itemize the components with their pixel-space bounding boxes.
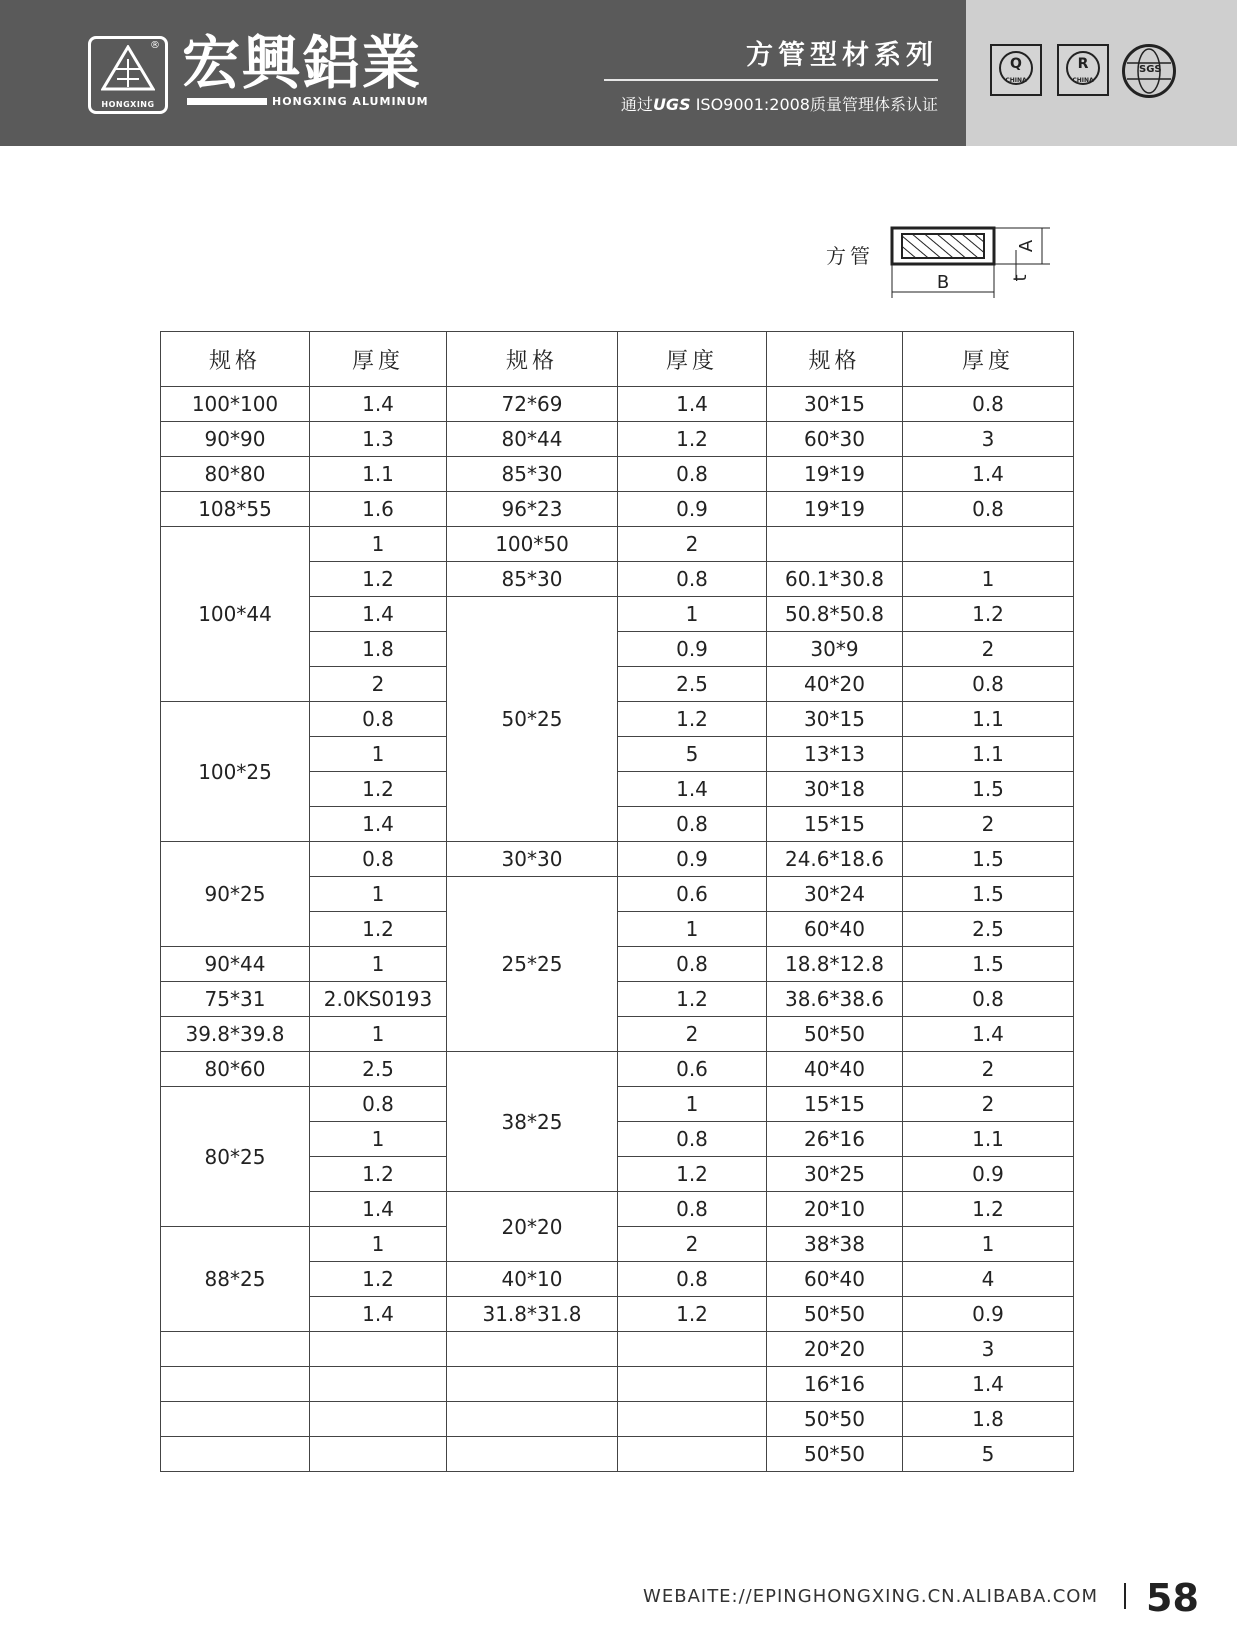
- table-cell: 30*24: [767, 877, 903, 912]
- table-cell: 2: [618, 1227, 767, 1262]
- table-cell: 1.2: [310, 772, 447, 807]
- table-cell: 0.8: [310, 1087, 447, 1122]
- table-cell: 50*50: [767, 1297, 903, 1332]
- header-brand-panel: [0, 0, 966, 146]
- table-row: [161, 1052, 1074, 1087]
- table-cell: 30*18: [767, 772, 903, 807]
- header-thickness-3: 厚度: [903, 332, 1074, 387]
- table-cell: 0.6: [618, 877, 767, 912]
- table-cell: 1.1: [903, 702, 1074, 737]
- table-cell: 1.1: [903, 1122, 1074, 1157]
- table-cell: 108*55: [161, 492, 310, 527]
- table-cell: 1: [903, 562, 1074, 597]
- table-cell: 20*10: [767, 1192, 903, 1227]
- table-cell: 1.2: [618, 1157, 767, 1192]
- table-cell: 1.8: [903, 1402, 1074, 1437]
- table-cell: 80*44: [447, 422, 618, 457]
- table-cell: [310, 1367, 447, 1402]
- table-cell: 0.8: [618, 1262, 767, 1297]
- table-cell: 1: [310, 877, 447, 912]
- table-cell: 60*30: [767, 422, 903, 457]
- table-cell: 50*25: [447, 597, 618, 842]
- dim-a-label: A: [1016, 239, 1037, 253]
- table-row: [161, 842, 1074, 877]
- table-cell: [447, 1437, 618, 1472]
- table-cell: 0.8: [618, 1122, 767, 1157]
- table-cell: 1.5: [903, 842, 1074, 877]
- table-cell: 90*44: [161, 947, 310, 982]
- ugs-mark: UGS: [652, 95, 691, 114]
- header-spec-2: 规格: [447, 332, 618, 387]
- table-cell: 20*20: [767, 1332, 903, 1367]
- table-cell: [447, 1367, 618, 1402]
- table-cell: [161, 1402, 310, 1437]
- header-thickness-2: 厚度: [618, 332, 767, 387]
- table-cell: 1: [618, 597, 767, 632]
- table-cell: 1.2: [618, 702, 767, 737]
- table-cell: 20*20: [447, 1192, 618, 1262]
- table-cell: 1.2: [618, 422, 767, 457]
- header-thickness-1: 厚度: [310, 332, 447, 387]
- table-cell: 38*25: [447, 1052, 618, 1192]
- page-number: 58: [1146, 1576, 1199, 1620]
- table-cell: 100*44: [161, 527, 310, 702]
- table-cell: 85*30: [447, 457, 618, 492]
- table-cell: [161, 1367, 310, 1402]
- table-cell: [447, 1332, 618, 1367]
- table-cell: 1.8: [310, 632, 447, 667]
- table-cell: 80*60: [161, 1052, 310, 1087]
- series-title: 方管型材系列: [746, 40, 938, 71]
- table-cell: 30*15: [767, 387, 903, 422]
- table-cell: [310, 1437, 447, 1472]
- table-cell: 0.8: [310, 842, 447, 877]
- table-cell: 90*90: [161, 422, 310, 457]
- square-tube-diagram: [820, 220, 1060, 300]
- brand-name-en: HONGXING ALUMINUM: [272, 95, 429, 108]
- table-cell: 1.4: [903, 1017, 1074, 1052]
- table-cell: 38*38: [767, 1227, 903, 1262]
- table-cell: 1.1: [903, 737, 1074, 772]
- table-cell: 31.8*31.8: [447, 1297, 618, 1332]
- table-cell: 72*69: [447, 387, 618, 422]
- header-divider: [604, 79, 938, 81]
- brand-name-cn: 宏興鋁業: [182, 29, 423, 97]
- certification-line: [600, 92, 938, 115]
- header-spec-1: 规格: [161, 332, 310, 387]
- table-cell: 0.9: [618, 632, 767, 667]
- table-cell: 0.8: [310, 702, 447, 737]
- table-cell: 50*50: [767, 1437, 903, 1472]
- table-cell: 1.6: [310, 492, 447, 527]
- table-cell: 2: [903, 1087, 1074, 1122]
- table-cell: 1.2: [310, 562, 447, 597]
- table-cell: 30*9: [767, 632, 903, 667]
- table-cell: 50*50: [767, 1017, 903, 1052]
- table-cell: 1: [310, 737, 447, 772]
- table-cell: 1.5: [903, 877, 1074, 912]
- table-cell: 1: [310, 1122, 447, 1157]
- table-cell: 2: [618, 527, 767, 562]
- table-cell: 1.2: [618, 982, 767, 1017]
- badge-q-letter: Q: [999, 51, 1033, 85]
- table-cell: 1.4: [903, 457, 1074, 492]
- table-cell: 1.4: [903, 1367, 1074, 1402]
- table-cell: 2: [903, 807, 1074, 842]
- tube-cross-section-icon: [820, 220, 1060, 300]
- table-cell: 80*25: [161, 1087, 310, 1227]
- dim-b-label: B: [936, 272, 950, 293]
- table-cell: 0.8: [903, 492, 1074, 527]
- table-cell: 5: [618, 737, 767, 772]
- table-cell: 2.5: [310, 1052, 447, 1087]
- table-cell: [161, 1332, 310, 1367]
- table-cell: 1.4: [310, 1297, 447, 1332]
- table-cell: 0.8: [618, 947, 767, 982]
- table-cell: 2: [618, 1017, 767, 1052]
- table-cell: 0.9: [618, 492, 767, 527]
- table-cell: [161, 1437, 310, 1472]
- table-row: [161, 1437, 1074, 1472]
- table-cell: 1.5: [903, 947, 1074, 982]
- table-cell: 0.8: [903, 387, 1074, 422]
- table-row: [161, 422, 1074, 457]
- table-cell: 1.2: [903, 1192, 1074, 1227]
- table-row: [161, 457, 1074, 492]
- table-cell: [310, 1402, 447, 1437]
- table-cell: 0.8: [903, 667, 1074, 702]
- table-cell: 60.1*30.8: [767, 562, 903, 597]
- table-cell: 1.2: [903, 597, 1074, 632]
- table-cell: 50*50: [767, 1402, 903, 1437]
- table-cell: 26*16: [767, 1122, 903, 1157]
- table-row: [161, 947, 1074, 982]
- table-row: [161, 982, 1074, 1017]
- table-cell: 38.6*38.6: [767, 982, 903, 1017]
- table-cell: 15*15: [767, 807, 903, 842]
- table-cell: 0.8: [618, 807, 767, 842]
- table-cell: 100*50: [447, 527, 618, 562]
- table-cell: 0.9: [903, 1157, 1074, 1192]
- table-cell: 1.2: [618, 1297, 767, 1332]
- table-cell: 1.4: [310, 387, 447, 422]
- table-row: [161, 702, 1074, 737]
- table-cell: 1.4: [310, 807, 447, 842]
- table-cell: 30*30: [447, 842, 618, 877]
- table-cell: 0.8: [618, 562, 767, 597]
- table-cell: 30*15: [767, 702, 903, 737]
- table-cell: 1.1: [310, 457, 447, 492]
- logo-mountain-icon: [101, 45, 155, 97]
- table-cell: 1.3: [310, 422, 447, 457]
- table-cell: 1.4: [310, 597, 447, 632]
- table-cell: 2: [310, 667, 447, 702]
- table-cell: 1.4: [310, 1192, 447, 1227]
- logo-text: HONGXING: [101, 100, 155, 109]
- table-row: [161, 387, 1074, 422]
- table-body: [161, 387, 1074, 1472]
- table-cell: 25*25: [447, 877, 618, 1052]
- table-cell: 0.8: [618, 457, 767, 492]
- table-cell: 40*10: [447, 1262, 618, 1297]
- table-cell: 13*13: [767, 737, 903, 772]
- table-cell: 40*40: [767, 1052, 903, 1087]
- table-cell: 100*100: [161, 387, 310, 422]
- table-row: [161, 1402, 1074, 1437]
- table-cell: 19*19: [767, 457, 903, 492]
- table-cell: 2: [903, 632, 1074, 667]
- table-cell: 2: [903, 1052, 1074, 1087]
- table-cell: 50.8*50.8: [767, 597, 903, 632]
- sgs-globe-icon: [1122, 44, 1176, 98]
- table-row: [161, 1087, 1074, 1122]
- table-cell: [618, 1437, 767, 1472]
- footer-divider: [1124, 1583, 1126, 1609]
- table-cell: 1.4: [618, 772, 767, 807]
- table-row: [161, 1332, 1074, 1367]
- table-cell: 1: [310, 1227, 447, 1262]
- table-row: [161, 1367, 1074, 1402]
- table-cell: 1: [310, 947, 447, 982]
- table-cell: [903, 527, 1074, 562]
- table-cell: 85*30: [447, 562, 618, 597]
- table-cell: 4: [903, 1262, 1074, 1297]
- table-row: [161, 1227, 1074, 1262]
- table-cell: 75*31: [161, 982, 310, 1017]
- table-row: [161, 527, 1074, 562]
- table-cell: 1.2: [310, 912, 447, 947]
- table-cell: [618, 1332, 767, 1367]
- table-cell: 2.5: [618, 667, 767, 702]
- brand-bar: [187, 98, 267, 105]
- badge-q-caption: CHINA: [1005, 77, 1027, 84]
- table-cell: 19*19: [767, 492, 903, 527]
- header-spec-3: 规格: [767, 332, 903, 387]
- table-cell: 88*25: [161, 1227, 310, 1332]
- q-china-badge-icon: [990, 44, 1042, 96]
- table-row: [161, 1017, 1074, 1052]
- table-cell: 39.8*39.8: [161, 1017, 310, 1052]
- table-cell: 15*15: [767, 1087, 903, 1122]
- table-cell: 0.9: [618, 842, 767, 877]
- table-cell: 1.5: [903, 772, 1074, 807]
- table-cell: 5: [903, 1437, 1074, 1472]
- table-cell: 40*20: [767, 667, 903, 702]
- table-cell: 3: [903, 1332, 1074, 1367]
- table-cell: 80*80: [161, 457, 310, 492]
- table-cell: 0.8: [618, 1192, 767, 1227]
- table-cell: 0.8: [903, 982, 1074, 1017]
- table-cell: 60*40: [767, 912, 903, 947]
- table-cell: 3: [903, 422, 1074, 457]
- table-cell: 24.6*18.6: [767, 842, 903, 877]
- table-cell: [767, 527, 903, 562]
- table-cell: 1.2: [310, 1157, 447, 1192]
- certification-text: ISO9001:2008质量管理体系认证: [695, 95, 938, 114]
- table-cell: 0.6: [618, 1052, 767, 1087]
- table-cell: 1: [618, 912, 767, 947]
- r-china-badge-icon: [1057, 44, 1109, 96]
- table-cell: 1: [618, 1087, 767, 1122]
- table-cell: [618, 1402, 767, 1437]
- table-cell: 1.2: [310, 1262, 447, 1297]
- table-cell: 96*23: [447, 492, 618, 527]
- table-cell: 1: [903, 1227, 1074, 1262]
- dim-t-label: t: [1010, 274, 1031, 282]
- table-cell: 2.0KS0193: [310, 982, 447, 1017]
- registered-mark: ®: [150, 40, 160, 51]
- page-header: [0, 0, 1237, 146]
- spec-table: [160, 331, 1074, 1472]
- table-cell: 1.4: [618, 387, 767, 422]
- table-header-row: [161, 332, 1074, 387]
- table-cell: 2.5: [903, 912, 1074, 947]
- table-cell: 90*25: [161, 842, 310, 947]
- footer-url: WEBAITE://EPINGHONGXING.CN.ALIBABA.COM: [643, 1586, 1098, 1607]
- globe-label: SGS: [1139, 64, 1162, 75]
- table-cell: 16*16: [767, 1367, 903, 1402]
- table-cell: 18.8*12.8: [767, 947, 903, 982]
- table-cell: [618, 1367, 767, 1402]
- table-cell: [310, 1332, 447, 1367]
- table-cell: 60*40: [767, 1262, 903, 1297]
- table-cell: [447, 1402, 618, 1437]
- table-cell: 1: [310, 527, 447, 562]
- badge-r-letter: R: [1066, 51, 1100, 85]
- table-cell: 1: [310, 1017, 447, 1052]
- table-cell: 100*25: [161, 702, 310, 842]
- badge-r-caption: CHINA: [1072, 77, 1094, 84]
- certification-prefix: 通过: [620, 95, 653, 114]
- table-row: [161, 492, 1074, 527]
- diagram-label: 方管: [826, 244, 874, 268]
- table-cell: 30*25: [767, 1157, 903, 1192]
- table-cell: 0.9: [903, 1297, 1074, 1332]
